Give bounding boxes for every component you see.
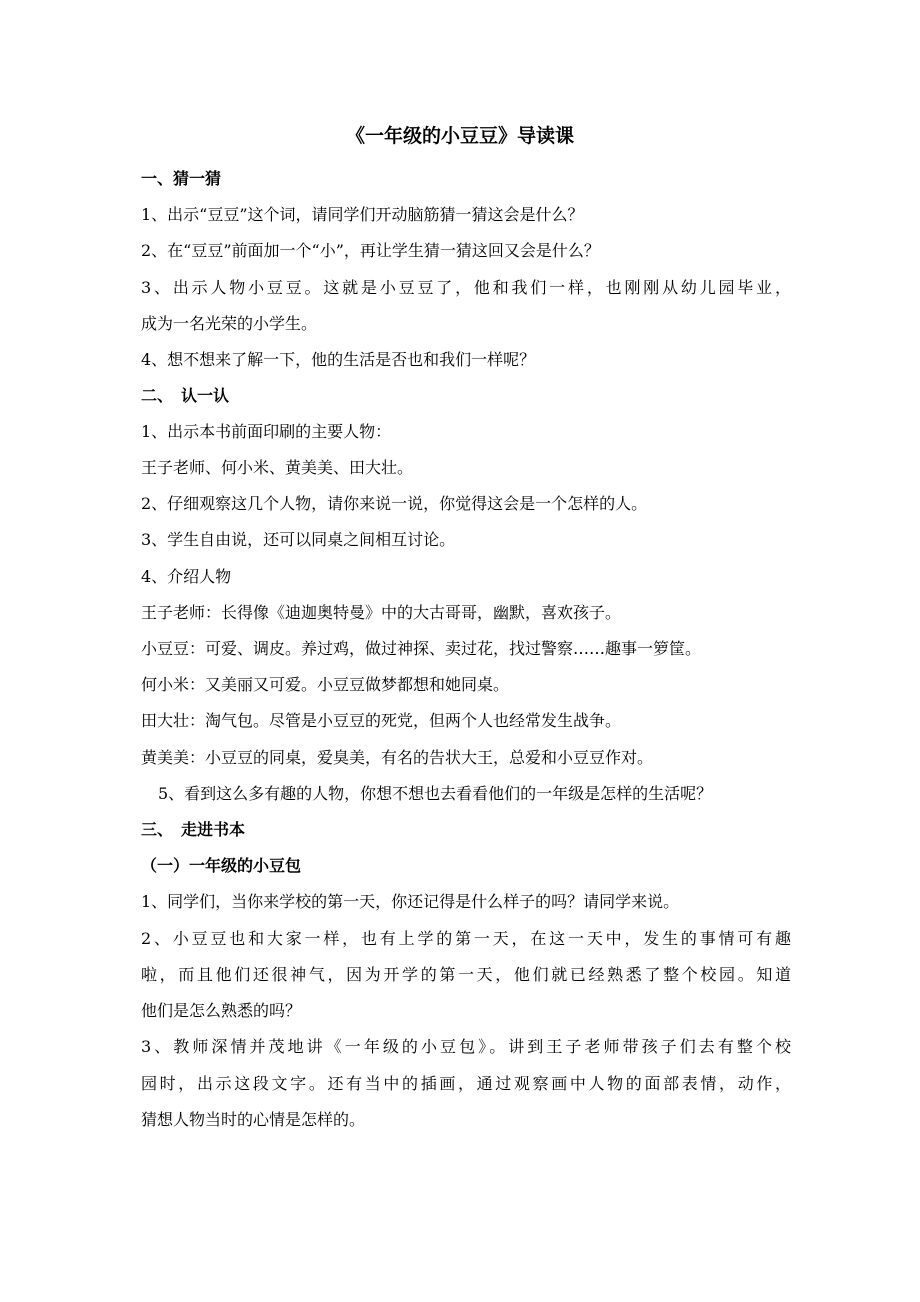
section-heading: 三、 走进书本 — [141, 820, 246, 839]
section-heading: 二、 认一认 — [141, 386, 230, 405]
paragraph-line: 3、出示人物小豆豆。这就是小豆豆了，他和我们一样，也刚刚从幼儿园毕业， — [141, 278, 791, 297]
paragraph-line: 2、仔细观察这几个人物，请你来说一说，你觉得这会是一个怎样的人。 — [141, 494, 648, 513]
paragraph-line: 啦，而且他们还很神气，因为开学的第一天，他们就已经熟悉了整个校园。知道 — [141, 965, 791, 984]
paragraph-line: 成为一名光荣的小学生。 — [141, 314, 318, 333]
paragraph-line: 王子老师：长得像《迪迦奥特曼》中的大古哥哥，幽默，喜欢孩子。 — [141, 603, 622, 622]
paragraph-line: 1、同学们，当你来学校的第一天，你还记得是什么样子的吗？请同学来说。 — [141, 892, 680, 911]
paragraph-line: 2、在“豆豆”前面加一个“小”，再让学生猜一猜这回又会是什么？ — [141, 241, 600, 260]
paragraph-line: 5、看到这么多有趣的人物，你想不想也去看看他们的一年级是怎样的生活呢？ — [158, 784, 713, 803]
paragraph-line: 3、教师深情并茂地讲《一年级的小豆包》。讲到王子老师带孩子们去有整个校 — [141, 1037, 791, 1056]
paragraph-line: 王子老师、何小米、黄美美、田大壮。 — [141, 458, 414, 477]
paragraph-line: 4、想不想来了解一下，他的生活是否也和我们一样呢？ — [141, 350, 536, 369]
paragraph-line: 1、出示“豆豆”这个词，请同学们开动脑筋猜一猜这会是什么？ — [141, 205, 584, 224]
paragraph-line: 1、出示本书前面印刷的主要人物： — [141, 422, 392, 441]
paragraph-line: 黄美美：小豆豆的同桌，爱臭美，有名的告状大王，总爱和小豆豆作对。 — [141, 748, 654, 767]
paragraph-line: 他们是怎么熟悉的吗？ — [141, 1001, 302, 1020]
paragraph-line: 田大壮：淘气包。尽管是小豆豆的死党，但两个人也经常发生战争。 — [141, 711, 622, 730]
paragraph-line: 2、小豆豆也和大家一样，也有上学的第一天，在这一天中，发生的事情可有趣 — [141, 929, 791, 948]
paragraph-line: 猜想人物当时的心情是怎样的。 — [141, 1110, 366, 1129]
paragraph-line: 何小米：又美丽又可爱。小豆豆做梦都想和她同桌。 — [141, 675, 510, 694]
document-title: 《一年级的小豆豆》导读课 — [345, 125, 574, 147]
paragraph-line: 3、学生自由说，还可以同桌之间相互讨论。 — [141, 530, 456, 549]
subsection-heading: （一）一年级的小豆包 — [141, 856, 302, 875]
paragraph-line: 4、介绍人物 — [141, 567, 232, 586]
paragraph-line: 园时，出示这段文字。还有当中的插画，通过观察画中人物的面部表情，动作， — [141, 1074, 791, 1093]
paragraph-line: 小豆豆：可爱、调皮。养过鸡，做过神探、卖过花，找过警察……趣事一箩筐。 — [141, 639, 702, 658]
section-heading: 一、猜一猜 — [141, 169, 222, 188]
